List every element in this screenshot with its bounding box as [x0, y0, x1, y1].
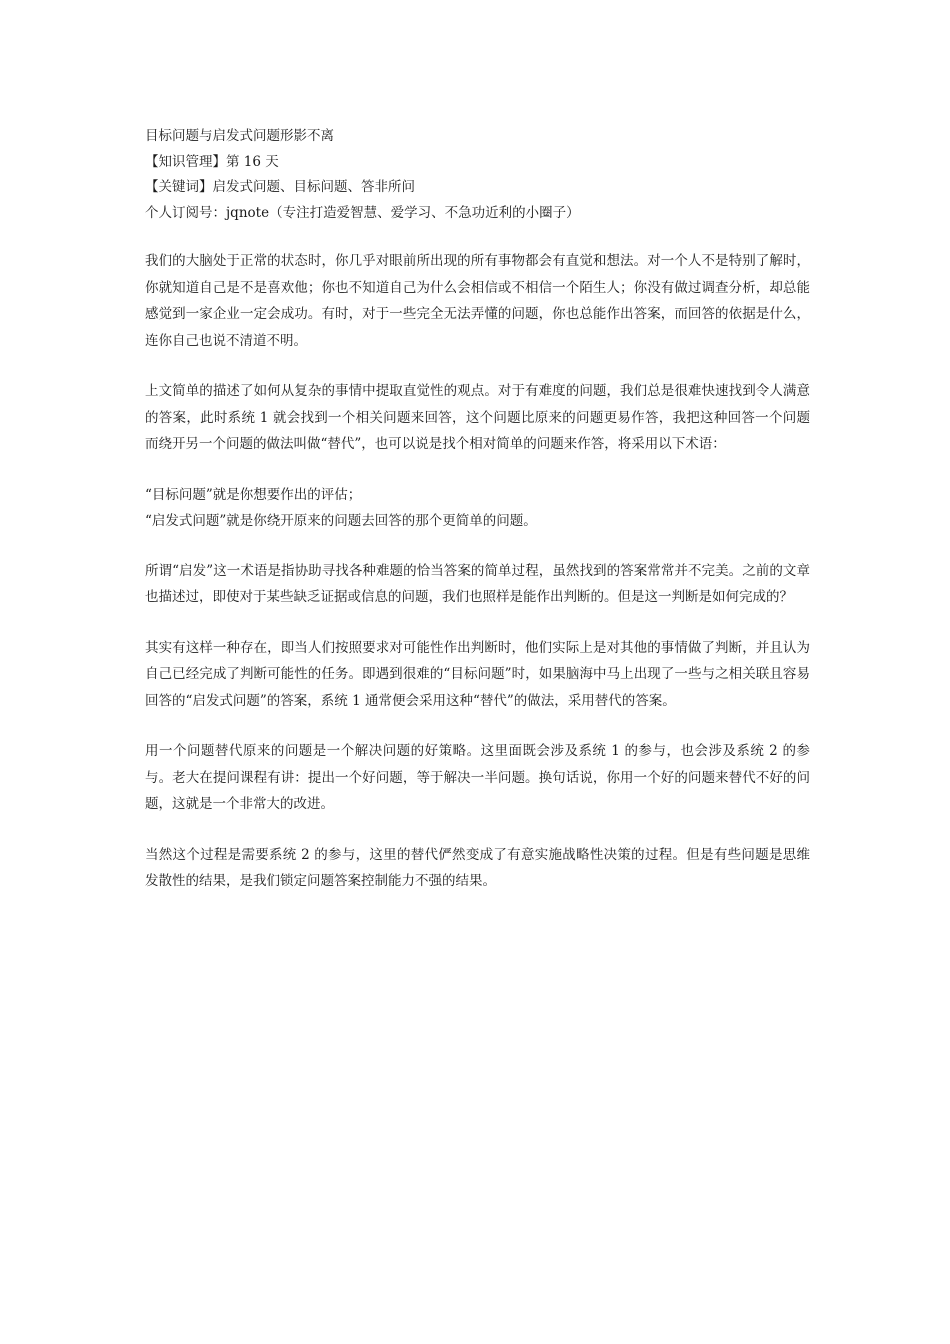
paragraph-6: 当然这个过程是需要系统 2 的参与，这里的替代俨然变成了有意实施战略性决策的过程。但是有些问题是思维发散性的结果，是我们锁定问题答案控制能力不强的结果。 [145, 846, 810, 889]
paragraph-5: 用一个问题替代原来的问题是一个解决问题的好策略。这里面既会涉及系统 1 的参与，也会涉及系统 2 的参与。老大在提问课程有讲：提出一个好问题，等于解决一半问题。换句话说，你用一个好的问题来替代不好的问题，这就是一个非常大的改进。 [145, 743, 810, 812]
keywords-line: 【关键词】启发式问题、目标问题、答非所问 [145, 179, 415, 195]
series-label: 【知识管理】第 16 天 [145, 153, 279, 170]
paragraph-3: 所谓“启发”这一术语是指协助寻找各种难题的恰当答案的简单过程，虽然找到的答案常常并不完美。之前的文章也描述过，即使对于某些缺乏证据或信息的问题，我们也照样是能作出判断的。但是这一判断是如何完成的？ [145, 562, 810, 605]
document-page [145, 124, 810, 895]
paragraph-1: 我们的大脑处于正常的状态时，你几乎对眼前所出现的所有事物都会有直觉和想法。对一个人不是特别了解时，你就知道自己是不是喜欢他；你也不知道自己为什么会相信或不相信一个陌生人；你没有做过调查分析，却总能感觉到一家企业一定会成功。有时，对于一些完全无法弄懂的问题，你也总能作出答案，而回答的依据是什么，连你自己也说不清道不明。 [145, 253, 810, 349]
paragraph-4: 其实有这样一种存在，即当人们按照要求对可能性作出判断时，他们实际上是对其他的事情做了判断，并且认为自己已经完成了判断可能性的任务。即遇到很难的“目标问题”时，如果脑海中马上出现了一些与之相关联且容易回答的“启发式问题”的答案，系统 1 通常便会采用这种“替代”的做法，采用替代的答案。 [145, 639, 810, 709]
subscription-line: 个人订阅号：jqnote（专注打造爱智慧、爱学习、不急功近利的小圈子） [145, 204, 580, 221]
article-title: 目标问题与启发式问题形影不离 [145, 128, 334, 144]
paragraph-2: 上文简单的描述了如何从复杂的事情中提取直觉性的观点。对于有难度的问题，我们总是很难快速找到令人满意的答案，此时系统 1 就会找到一个相关问题来回答，这个问题比原来的问题更易作答，我把这种回答一个问题而绕开另一个问题的做法叫做“替代”，也可以说是找个相对简单的问题来作答，将采用以下术语： [145, 383, 810, 452]
term-definition-target: “目标问题”就是你想要作出的评估； [145, 486, 362, 503]
term-definition-heuristic: “启发式问题”就是你绕开原来的问题去回答的那个更简单的问题。 [145, 512, 537, 529]
